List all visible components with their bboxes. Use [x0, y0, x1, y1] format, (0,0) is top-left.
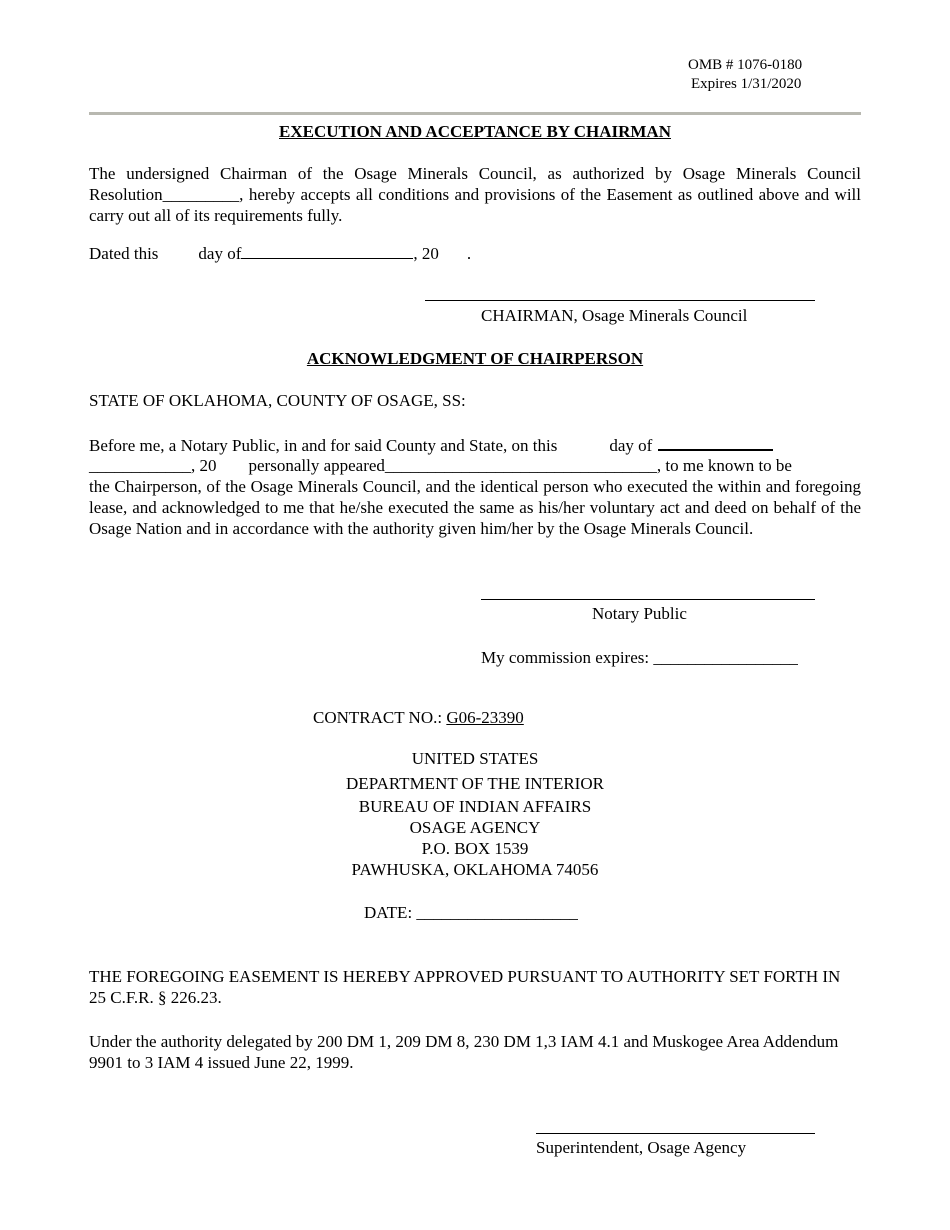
- commission-label: My commission expires:: [481, 648, 650, 667]
- year-blank[interactable]: [439, 243, 467, 259]
- dated-line: [89, 242, 471, 264]
- ack-known: , to me known to be: [656, 456, 792, 475]
- month-blank[interactable]: [241, 242, 413, 259]
- agency-line-1: UNITED STATES: [411, 749, 539, 768]
- ack-paragraph-rest: the Chairperson, of the Osage Minerals Council, and the identical person who executed the within and foregoing lease, and acknowledged to me that he/she executed the same as his/her voluntary act and deed on behalf of the Osage Nation and in accordance with the authority given him/her by the Osage Minerals Council.: [89, 477, 861, 538]
- agency-line-2: DEPARTMENT OF THE INTERIOR: [346, 774, 604, 793]
- year-prefix: , 20: [413, 244, 439, 263]
- contract-line: [313, 707, 524, 728]
- resolution-blank[interactable]: _________: [162, 185, 240, 204]
- commission-line: [481, 647, 798, 668]
- ack-year-blank[interactable]: [217, 455, 249, 471]
- approval-statement: THE FOREGOING EASEMENT IS HEREBY APPROVED PURSUANT TO AUTHORITY SET FORTH IN 25 C.F.R. § 226.23.: [89, 967, 841, 1007]
- day-blank[interactable]: [158, 243, 198, 259]
- header-rule: [89, 112, 861, 115]
- date-line: [364, 902, 578, 923]
- ack-day-blank[interactable]: [557, 435, 609, 451]
- authority-statement: Under the authority delegated by 200 DM 1, 209 DM 8, 230 DM 1,3 IAM 4.1 and Muskogee Area Addendum 9901 to 3 IAM 4 issued June 22, 1999.: [89, 1032, 839, 1072]
- ack-name-blank[interactable]: ________________________________: [384, 456, 657, 475]
- omb-info: [688, 56, 802, 94]
- contract-number: G06-23390: [446, 708, 524, 727]
- ack-line-1: [89, 433, 861, 456]
- chairman-signature-line[interactable]: [425, 300, 815, 301]
- execution-text-1: The undersigned Chairman of the Osage Minerals Council, as authorized by Osage Minerals Council Resolution: [89, 164, 861, 204]
- agency-line-4: OSAGE AGENCY: [409, 818, 541, 837]
- notary-signature-line[interactable]: [481, 599, 815, 600]
- ack-month-blank-2[interactable]: ____________: [89, 456, 191, 475]
- superintendent-signature-line[interactable]: [536, 1133, 815, 1134]
- ack-day-of: day of: [609, 436, 653, 455]
- ack-month-blank-1[interactable]: [658, 433, 773, 451]
- ack-line-2: [89, 455, 861, 476]
- omb-expires: Expires 1/31/2020: [691, 76, 802, 92]
- dated-this-label: Dated this: [89, 244, 159, 263]
- day-of-label: day of: [198, 244, 242, 263]
- date-blank[interactable]: ___________________: [416, 903, 578, 922]
- execution-text-2: , hereby accepts all conditions and provisions of the Easement as outlined above and will carry out all of its requirements fully.: [89, 185, 861, 225]
- state-line: STATE OF OKLAHOMA, COUNTY OF OSAGE, SS:: [89, 391, 466, 410]
- dated-period: .: [466, 244, 472, 263]
- execution-paragraph: [89, 163, 861, 226]
- omb-number: OMB # 1076-0180: [688, 57, 803, 73]
- ack-year: , 20: [191, 456, 217, 475]
- chairman-signature-label: CHAIRMAN, Osage Minerals Council: [481, 306, 748, 325]
- ack-text-a: Before me, a Notary Public, in and for said County and State, on this: [89, 436, 558, 455]
- acknowledgment-title: ACKNOWLEDGMENT OF CHAIRPERSON: [306, 349, 644, 368]
- superintendent-label: Superintendent, Osage Agency: [536, 1138, 747, 1157]
- date-label: DATE:: [364, 903, 413, 922]
- contract-label: CONTRACT NO.:: [313, 708, 443, 727]
- notary-label: Notary Public: [592, 604, 687, 623]
- ack-personally: personally appeared: [248, 456, 385, 475]
- agency-line-6: PAWHUSKA, OKLAHOMA 74056: [351, 860, 599, 879]
- execution-title: EXECUTION AND ACCEPTANCE BY CHAIRMAN: [279, 122, 671, 141]
- agency-line-3: BUREAU OF INDIAN AFFAIRS: [358, 797, 592, 816]
- agency-line-5: P.O. BOX 1539: [421, 839, 529, 858]
- commission-blank[interactable]: _________________: [653, 648, 798, 667]
